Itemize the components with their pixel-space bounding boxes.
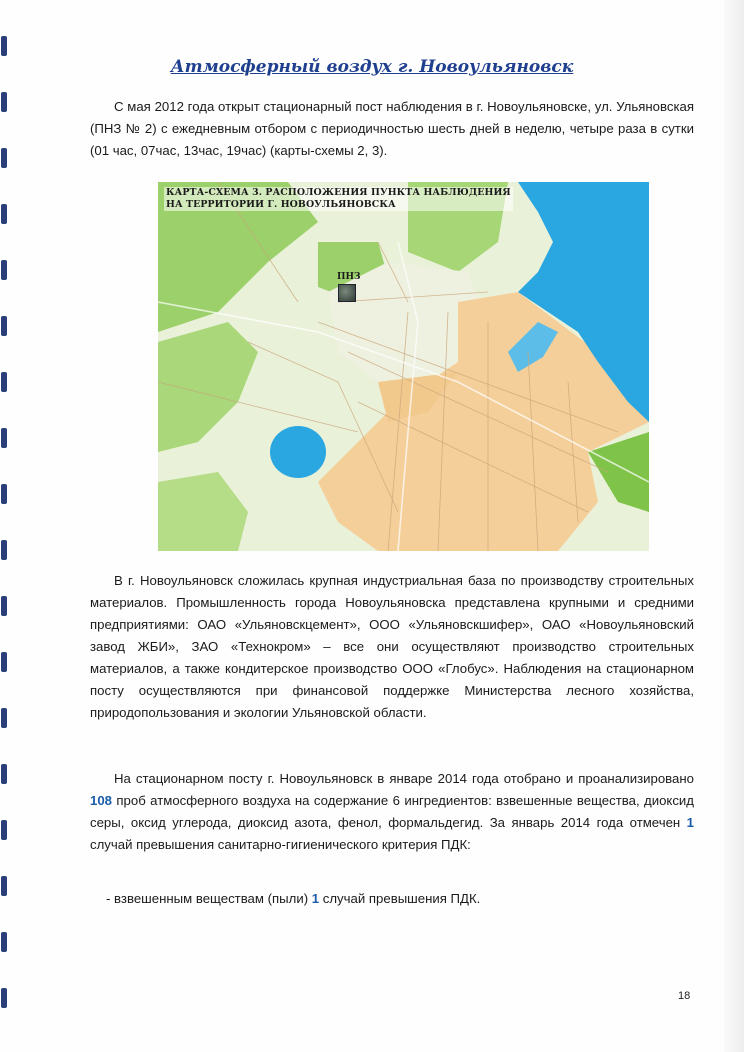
map-scheme bbox=[158, 182, 649, 551]
binder-hole bbox=[1, 876, 7, 896]
binder-hole bbox=[1, 708, 7, 728]
map-caption-line: КАРТА-СХЕМА 3. РАСПОЛОЖЕНИЯ ПУНКТА НАБЛЮДЕНИЯ bbox=[166, 187, 511, 198]
binder-hole bbox=[1, 820, 7, 840]
binder-hole bbox=[1, 988, 7, 1008]
section-title: Атмосферный воздух г. Новоульяновск bbox=[170, 57, 574, 77]
samples-count: 108 bbox=[90, 793, 113, 808]
paragraph-text: С мая 2012 года открыт стационарный пост наблюдения в г. Новоульяновске, ул. Ульяновская (ПНЗ № 2) с ежедневным отбором с периодичностью шесть дней в неделю, четыре раза в сутки (01 час, 07час, 13час, 19час) (карты-схемы 2, 3). bbox=[90, 99, 694, 158]
page-edge-shadow bbox=[724, 0, 744, 1052]
paragraph-industry bbox=[90, 570, 694, 724]
paragraph-text: случай превышения ПДК. bbox=[319, 891, 481, 906]
page-number: 18 bbox=[678, 990, 691, 1002]
paragraph-text: - взвешенным веществам (пыли) bbox=[106, 891, 312, 906]
binder-hole bbox=[1, 428, 7, 448]
binder-hole bbox=[1, 764, 7, 784]
paragraph-station-info bbox=[90, 96, 694, 162]
binder-hole bbox=[1, 148, 7, 168]
exceedance-count: 1 bbox=[686, 815, 694, 830]
paragraph-text: В г. Новоульяновск сложилась крупная индустриальная база по производству строительных материалов. Промышленность города Новоульяновска представлена крупными и средними предприятиями: ОАО «Ульяновскцемент», ООО «Ульяновскшифер», ОАО «Новоульяновский завод ЖБИ», ЗАО «Технокром» – все они осуществляют производство строительных материалов, а также кондитерское производство ООО «Глобус». Наблюдения на стационарном посту осуществляются при финансовой поддержке Министерства лесного хозяйства, природопользования и экологии Ульяновской области. bbox=[90, 573, 694, 720]
binder-hole bbox=[1, 36, 7, 56]
station-marker-icon bbox=[338, 284, 356, 302]
binder-hole bbox=[1, 652, 7, 672]
binder-hole bbox=[1, 484, 7, 504]
paragraph-text: На стационарном посту г. Новоульяновск в январе 2014 года отобрано и проанализировано bbox=[114, 771, 694, 786]
map-graphic bbox=[158, 182, 649, 551]
binder-hole bbox=[1, 316, 7, 336]
binder-hole bbox=[1, 204, 7, 224]
binder-hole bbox=[1, 260, 7, 280]
dust-exceedance-count: 1 bbox=[311, 891, 320, 906]
paragraph-observations bbox=[90, 768, 694, 856]
map-caption bbox=[164, 187, 513, 211]
paragraph-text: случай превышения санитарно-гигиенического критерия ПДК: bbox=[90, 837, 471, 852]
station-label: ПНЗ bbox=[337, 272, 361, 282]
lake bbox=[270, 426, 326, 478]
binder-hole bbox=[1, 596, 7, 616]
map-caption-line: НА ТЕРРИТОРИИ Г. НОВОУЛЬЯНОВСКА bbox=[166, 199, 396, 210]
binder-hole bbox=[1, 372, 7, 392]
binder-hole bbox=[1, 540, 7, 560]
paragraph-text: проб атмосферного воздуха на содержание 6 ингредиентов: взвешенные вещества, диоксид серы, оксид углерода, диоксид азота, фенол, формальдегид. За январь 2014 года отмечен bbox=[90, 793, 694, 830]
binder-hole bbox=[1, 932, 7, 952]
paragraph-dust-exceedance bbox=[106, 888, 694, 910]
binder-edge bbox=[0, 0, 14, 1052]
binder-hole bbox=[1, 92, 7, 112]
